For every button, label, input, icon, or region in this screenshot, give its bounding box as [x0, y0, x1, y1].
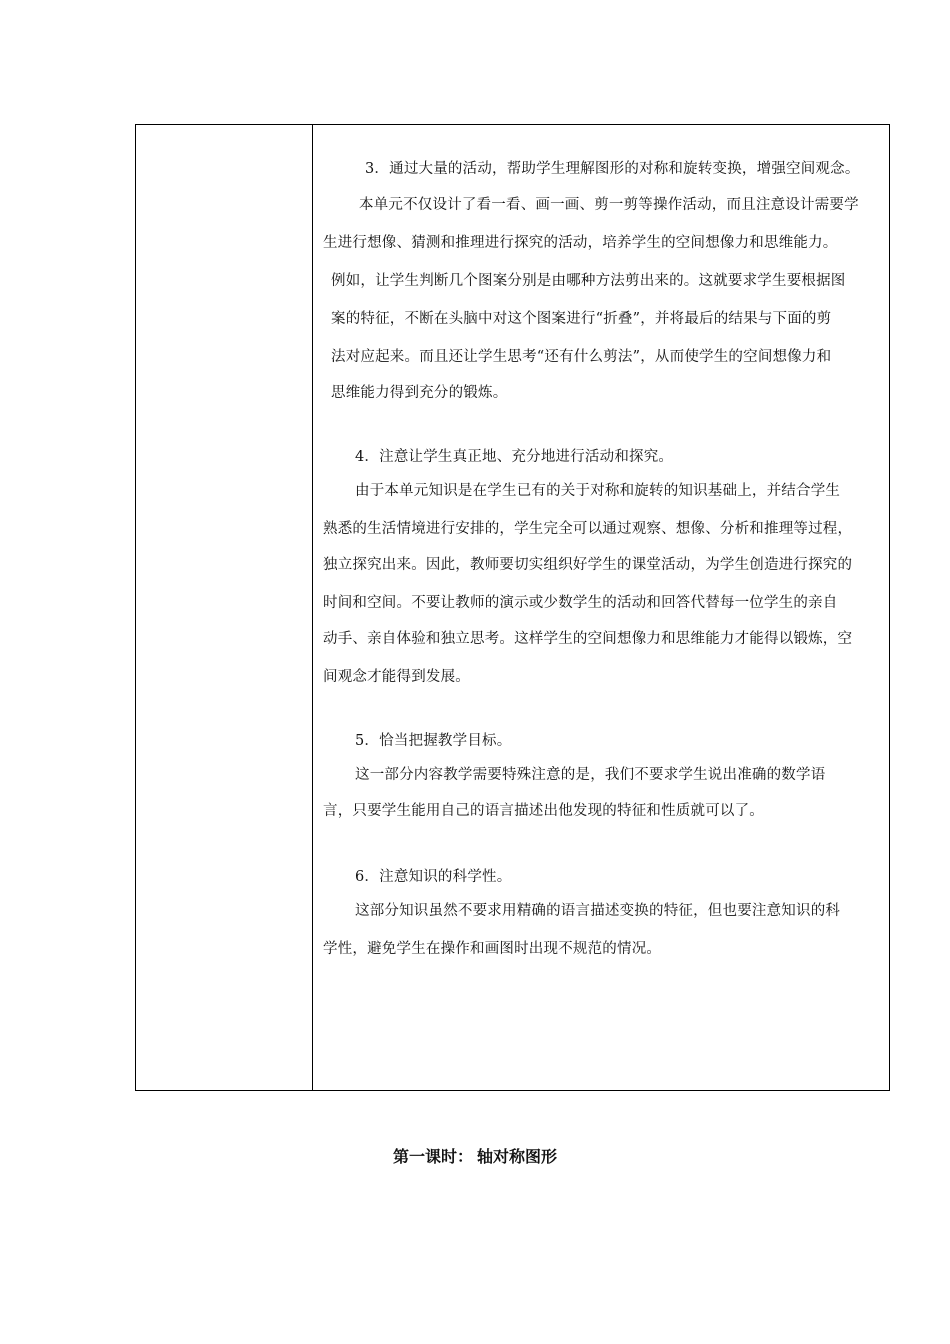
text-line: 法对应起来。而且还让学生思考“还有什么剪法”，从而使学生的空间想像力和 [331, 349, 832, 365]
text-line: 这部分知识虽然不要求用精确的语言描述变换的特征，但也要注意知识的科 [355, 903, 841, 919]
text-line: 这一部分内容教学需要特殊注意的是，我们不要求学生说出准确的数学语 [355, 767, 826, 783]
text-line: 时间和空间。不要让教师的演示或少数学生的活动和回答代替每一位学生的亲自 [323, 595, 838, 611]
content-table [135, 124, 890, 1091]
text-line: 本单元不仅设计了看一看、画一画、剪一剪等操作活动，而且注意设计需要学 [359, 197, 859, 213]
table-left-cell [136, 125, 313, 1090]
lesson-heading-label: 第一课时： [392, 1147, 473, 1166]
text-line: 6．注意知识的科学性。 [355, 869, 512, 885]
text-line: 独立探究出来。因此，教师要切实组织好学生的课堂活动，为学生创造进行探究的 [323, 557, 853, 573]
text-line: 言，只要学生能用自己的语言描述出他发现的特征和性质就可以了。 [323, 803, 764, 819]
text-line: 案的特征，不断在头脑中对这个图案进行“折叠”，并将最后的结果与下面的剪 [331, 311, 832, 327]
text-line: 动手、亲自体验和独立思考。这样学生的空间想像力和思维能力才能得以锻炼，空 [323, 631, 853, 647]
text-line: 4．注意让学生真正地、充分地进行活动和探究。 [355, 449, 674, 465]
text-line: 由于本单元知识是在学生已有的关于对称和旋转的知识基础上，并结合学生 [355, 483, 841, 499]
lesson-heading-title: 轴对称图形 [477, 1147, 558, 1166]
text-line: 熟悉的生活情境进行安排的，学生完全可以通过观察、想像、分析和推理等过程， [323, 521, 853, 537]
lesson-heading [0, 1146, 950, 1168]
text-line: 例如，让学生判断几个图案分别是由哪种方法剪出来的。这就要求学生要根据图 [331, 273, 846, 289]
text-line: 5．恰当把握教学目标。 [355, 733, 512, 749]
text-line: 间观念才能得到发展。 [323, 669, 470, 685]
text-line: 生进行想像、猜测和推理进行探究的活动，培养学生的空间想像力和思维能力。 [323, 235, 838, 251]
text-line: 学性，避免学生在操作和画图时出现不规范的情况。 [323, 941, 662, 957]
text-line: 思维能力得到充分的锻炼。 [331, 385, 508, 401]
text-line: 3．通过大量的活动，帮助学生理解图形的对称和旋转变换，增强空间观念。 [365, 161, 860, 177]
table-right-cell [313, 125, 889, 1090]
